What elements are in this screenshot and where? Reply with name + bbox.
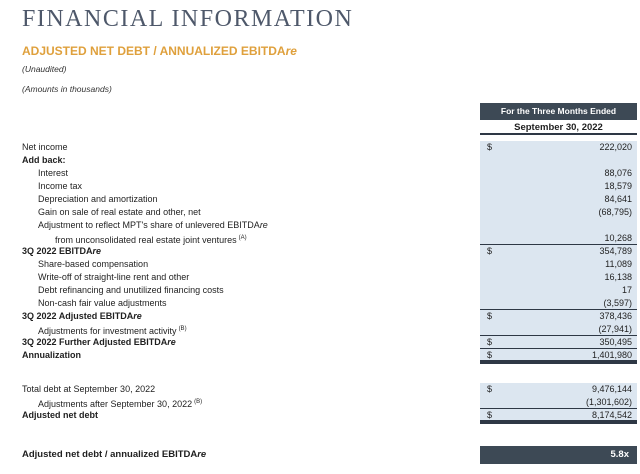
row-value: $ 354,789 (480, 245, 637, 258)
page-title: FINANCIAL INFORMATION (22, 6, 354, 32)
row-value: $ 1,401,980 (480, 349, 637, 362)
column-header (480, 103, 637, 135)
row-value: (68,795) (480, 206, 637, 219)
table-row (22, 271, 637, 284)
table-row (22, 349, 637, 362)
row-label: Depreciation and amortization (38, 194, 158, 204)
row-value: (1,301,602) (480, 396, 637, 409)
row-value (480, 219, 637, 232)
table-row (22, 297, 637, 310)
ebitda-reconciliation-section (22, 141, 637, 362)
table-row (22, 232, 637, 245)
row-label: Adjusted net debt (22, 410, 98, 420)
ratio-value-box: 5.8x (480, 446, 637, 464)
row-label: Adjustment to reflect MPT's share of unlevered EBITDAre (38, 220, 268, 230)
table-row (22, 409, 637, 422)
row-value: $ 378,436 (480, 310, 637, 323)
table-row (22, 323, 637, 336)
table-row (22, 310, 637, 323)
report-subtitle (22, 44, 297, 58)
row-value: $ 8,174,542 (480, 409, 637, 422)
ratio-row (22, 446, 637, 464)
row-value: (27,941) (480, 323, 637, 336)
row-label: Gain on sale of real estate and other, net (38, 207, 201, 217)
row-value: 88,076 (480, 167, 637, 180)
ratio-label-re: re (197, 449, 207, 460)
ratio-label (22, 446, 480, 464)
row-value (480, 154, 637, 167)
row-value: $ 9,476,144 (480, 383, 637, 396)
row-label: Interest (38, 168, 69, 178)
table-row (22, 383, 637, 396)
table-row (22, 206, 637, 219)
row-value: 16,138 (480, 271, 637, 284)
report-subtitle-re: re (285, 44, 297, 58)
table-row (22, 193, 637, 206)
row-value: 18,579 (480, 180, 637, 193)
table-row (22, 245, 637, 258)
amounts-note: (Amounts in thousands) (22, 84, 112, 94)
period-header: For the Three Months Ended (480, 103, 637, 120)
row-label: 3Q 2022 Adjusted EBITDAre (22, 311, 142, 321)
footnote-marker: (A) (238, 235, 247, 241)
footnote-marker: (B) (194, 399, 203, 405)
table-row (22, 180, 637, 193)
table-row (22, 284, 637, 297)
row-value: $ 350,495 (480, 336, 637, 349)
table-row (22, 336, 637, 349)
row-label: Debt refinancing and unutilized financing costs (38, 285, 224, 295)
row-value: $ 222,020 (480, 141, 637, 154)
row-label: Total debt at September 30, 2022 (22, 384, 156, 394)
table-row (22, 167, 637, 180)
row-label: Income tax (38, 181, 83, 191)
row-value: 84,641 (480, 193, 637, 206)
footnote-marker: (B) (178, 326, 187, 332)
row-label: 3Q 2022 Further Adjusted EBITDAre (22, 337, 176, 347)
report-subtitle-text: ADJUSTED NET DEBT / ANNUALIZED EBITDA (22, 44, 286, 58)
row-label: Add back: (22, 155, 66, 165)
table-row (22, 141, 637, 154)
row-label: Adjustments after September 30, 2022 $^{(B)}$ (38, 399, 203, 409)
table-row (22, 258, 637, 271)
date-header: September 30, 2022 (480, 120, 637, 135)
row-label: Non-cash fair value adjustments (38, 298, 167, 308)
row-label: 3Q 2022 EBITDAre (22, 246, 102, 256)
table-row (22, 154, 637, 167)
table-row (22, 219, 637, 232)
row-value: (3,597) (480, 297, 637, 310)
row-value: 10,268 (480, 232, 637, 245)
row-label: Annualization (22, 350, 81, 360)
ratio-label-text: Adjusted net debt / annualized EBITDA (22, 449, 198, 460)
row-label: Adjustments for investment activity $^{(B)}$ (38, 326, 187, 336)
table-row (22, 396, 637, 409)
row-value: 17 (480, 284, 637, 297)
unaudited-note: (Unaudited) (22, 64, 67, 74)
row-label: Share-based compensation (38, 259, 149, 269)
row-label: Net income (22, 142, 68, 152)
net-debt-section (22, 383, 637, 422)
row-label: Write-off of straight-line rent and other (38, 272, 190, 282)
row-value: 11,089 (480, 258, 637, 271)
row-label: from unconsolidated real estate joint ventures $^{(A)}$ (55, 235, 247, 245)
